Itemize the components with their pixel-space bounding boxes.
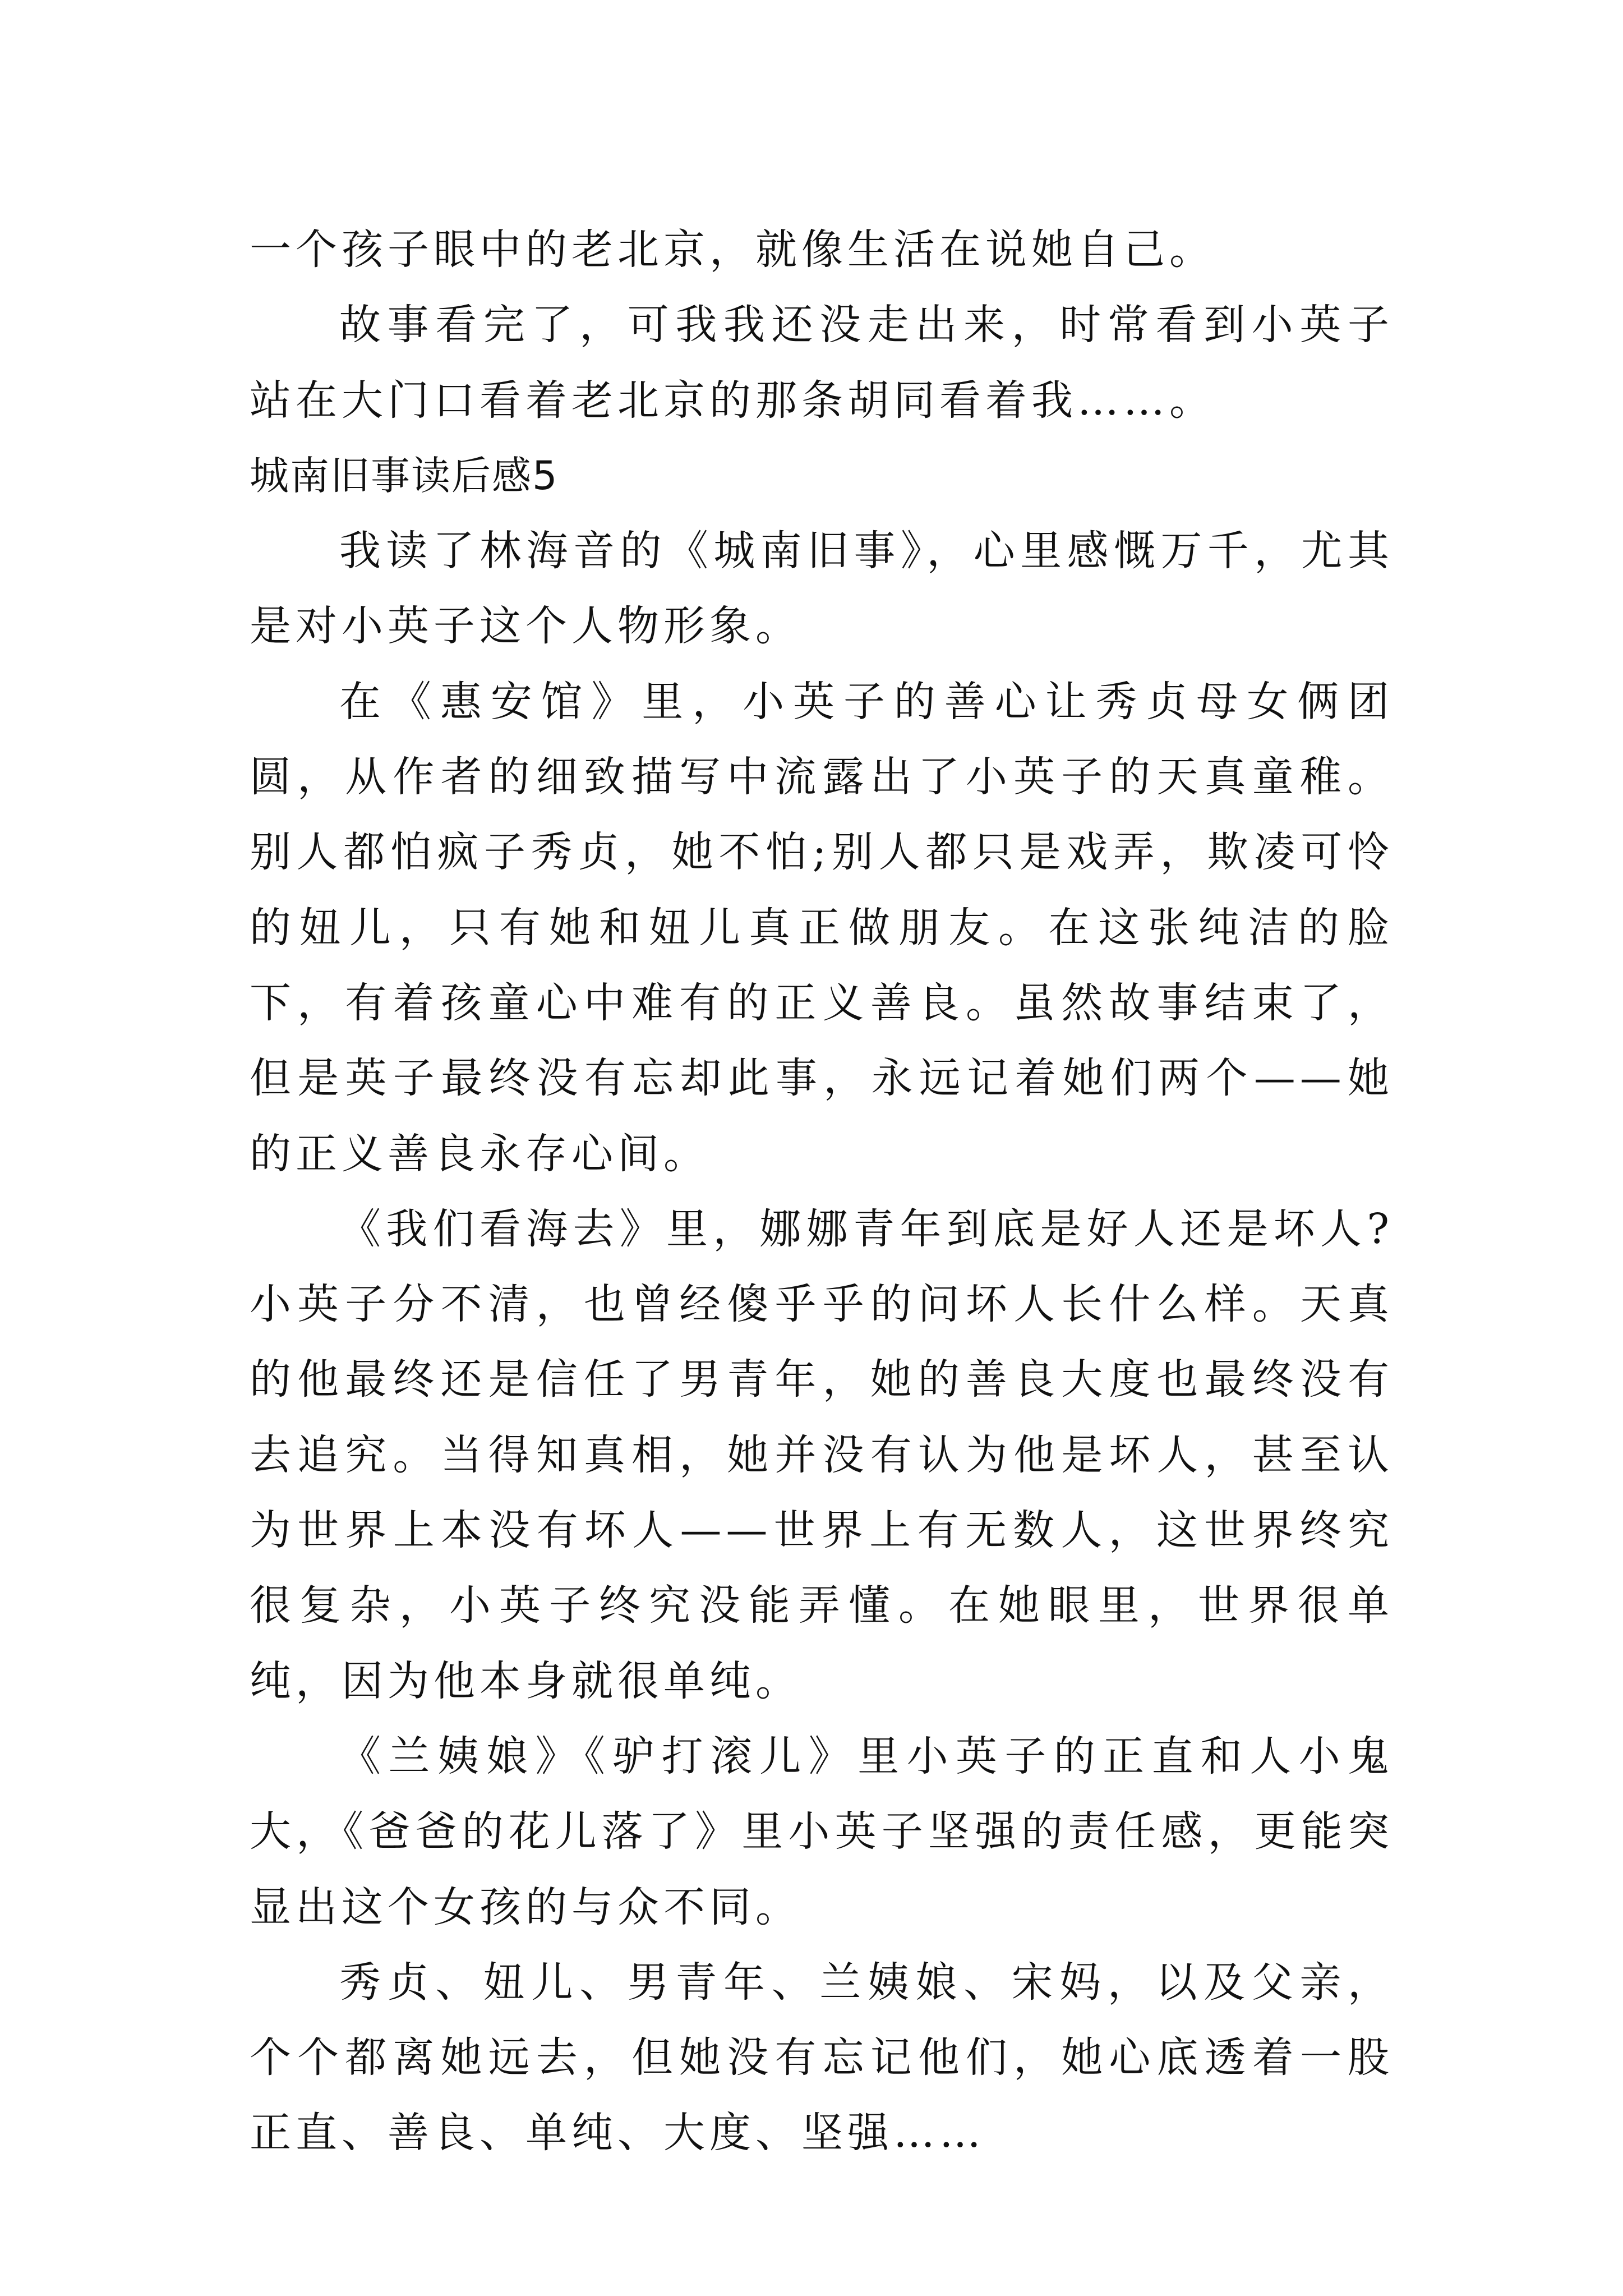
section-heading: 城南旧事读后感5 [250,452,559,499]
paragraph-5: 《我们看海去》里，娜娜青年到底是好人还是坏人?小英子分不清，也曾经傻乎乎的问坏人长什么样。天真的他最终还是信任了男青年，她的善良大度也最终没有去追究。当得知真相，她并没有认为他是坏人，甚至认为世界上本没有坏人——世界上有无数人，这世界终究很复杂，小英子终究没能弄懂。在她眼里，世界很单纯，因为他本身就很单纯。 [250,1204,1394,1705]
paragraph-3: 我读了林海音的《城南旧事》，心里感慨万千，尤其是对小英子这个人物形象。 [250,527,1394,651]
document-body [250,212,1394,2171]
paragraph-2: 故事看完了，可我我还没走出来，时常看到小英子站在大门口看着老北京的那条胡同看着我……。 [250,301,1394,425]
paragraph-6: 《兰姨娘》《驴打滚儿》里小英子的正直和人小鬼大，《爸爸的花儿落了》里小英子坚强的责任感，更能突显出这个女孩的与众不同。 [250,1732,1394,1931]
paragraph-4: 在《惠安馆》里，小英子的善心让秀贞母女俩团圆，从作者的细致描写中流露出了小英子的天真童稚。别人都怕疯子秀贞，她不怕;别人都只是戏弄，欺凌可怜的妞儿，只有她和妞儿真正做朋友。在这张纯洁的脸下，有着孩童心中难有的正义善良。虽然故事结束了，但是英子最终没有忘却此事，永远记着她们两个——她的正义善良永存心间。 [250,677,1394,1178]
paragraph-7: 秀贞、妞儿、男青年、兰姨娘、宋妈，以及父亲，个个都离她远去，但她没有忘记他们，她心底透着一股正直、善良、单纯、大度、坚强…… [250,1958,1394,2157]
paragraph-1: 一个孩子眼中的老北京，就像生活在说她自己。 [250,226,1215,274]
